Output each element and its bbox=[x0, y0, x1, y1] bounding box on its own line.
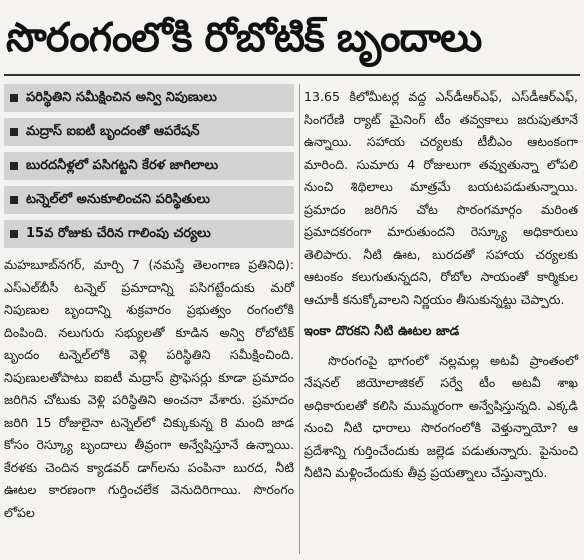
bullet-square-icon bbox=[10, 230, 18, 238]
highlight-text: మద్రాస్ ఐఐటీ బృందంతో ఆపరేషన్ bbox=[26, 123, 200, 139]
highlight-text: 15వ రోజుకు చేరిన గాలింపు చర్యలు bbox=[26, 225, 211, 241]
headline-rule bbox=[4, 74, 580, 76]
highlight-item bbox=[4, 220, 294, 248]
left-body-paragraph: మహబూబ్‌నగర్, మార్చి 7 (నమస్తే తెలంగాణ ప్రతినిధి): ఎస్‌ఎల్‌బీసీ టన్నెల్ ప్రమాదాన్ని పసిగట్టేందుకు మరో నిపుణుల బృందాన్ని శుక్రవారం ప్రభుత్వం రంగంలోకి దింపింది. నలుగురు సభ్యులతో కూడిన అన్వి రోబోటిక్ బృందం టన్నెల్‌లోకి వెళ్లి పరిస్థితిని సమీక్షించింది. నిపుణులతోపాటు ఐఐటీ మద్రాస్ ప్రొఫెసర్లు కూడా ప్రమాదం జరిగిన చోటుకు వెళ్లి పరిస్థితిని అంచనా వేశారు. ప్రమాదం జరిగి 15 రోజులైనా టన్నెల్‌లో చిక్కుకున్న 8 మంది జాడ కోసం రెస్క్యూ బృందాలు తీవ్రంగా అన్వేషిస్తూనే ఉన్నాయి. కేరళకు చెందిన క్యాడవర్ డాగ్‌లను పంపినా బురద, నీటి ఊటల కారణంగా గుర్తించలేక వెనుదిరిగాయి. సొరంగం లోపల bbox=[4, 257, 294, 520]
right-column bbox=[304, 82, 578, 485]
highlights-list bbox=[4, 84, 294, 248]
highlight-item bbox=[4, 152, 294, 180]
bullet-square-icon bbox=[10, 94, 18, 102]
right-article-body bbox=[304, 86, 578, 311]
bullet-square-icon bbox=[10, 196, 18, 204]
left-column bbox=[4, 84, 294, 524]
highlight-text: బురదనీళ్లలో పసిగట్టని కేరళ జాగిలాలు bbox=[26, 157, 219, 173]
right-body-paragraph: 13.65 కిలోమీటర్ల వద్ద ఎన్‌డీఆర్‌ఎఫ్, ఎస్‌డీఆర్‌ఎఫ్, సింగరేణి ర్యాట్ మైనింగ్ టీం తవ్వకాలు జరుపుతూనే ఉన్నాయి. సహాయ చర్యలకు టీబీఎం ఆటంకంగా మారింది. సుమారు 4 రోజులుగా తవ్వుతున్నా లోపలి నుంచి శిథిలాలు మాత్రమే బయటపడుతున్నాయి. ప్రమాదం జరిగిన చోట సొరంగమార్గం మరింత ప్రమాదకరంగా మారుతుందని రెస్క్యూ అధికారులు తెలిపారు. నీటి ఊట, బురదతో సహాయ చర్యలకు ఆటంకం కలుగుతున్నదని, రోబోల సాయంతో కార్మికుల ఆచూకీ కనుక్కోవాలని నిర్ణయం తీసుకున్నట్టు చెప్పారు. bbox=[304, 89, 578, 307]
right-body-paragraph-2: సొరంగంపై భాగంలో నల్లమల్ల అటవీ ప్రాంతంలో నేషనల్ జియోలాజికల్ సర్వే టీం అటవీ శాఖ అధికారులతో కలిసి ముమ్మరంగా అన్వేషిస్తున్నది. ఎక్కడి నుంచి నీటి ధారాలు సొరంగంలోకి వెళ్తున్నాయో? ఆ ప్రదేశాన్ని గుర్తించేందుకు జల్లెడ పడుతున్నారు. పైనుంచి నీటిని మళ్లించేందుకు తీవ్ర ప్రయత్నాలు చేస్తున్నారు. bbox=[304, 352, 578, 480]
left-article-body bbox=[4, 254, 294, 524]
right-article-body-2 bbox=[304, 350, 578, 485]
highlight-item bbox=[4, 84, 294, 112]
highlight-item bbox=[4, 186, 294, 214]
highlight-text: టన్నెల్‌లో అనుకూలించని పరిస్థితులు bbox=[26, 191, 210, 207]
column-divider bbox=[299, 84, 300, 554]
highlight-text: పరిస్థితిని సమీక్షించిన అన్వి నిపుణులు bbox=[26, 89, 217, 105]
subheading: ఇంకా దొరకని నీటి ఊటల జాడ bbox=[304, 324, 460, 339]
headline: సొరంగంలోకి రోబోటిక్ బృందాలు bbox=[6, 15, 482, 61]
highlight-item bbox=[4, 118, 294, 146]
bullet-square-icon bbox=[10, 162, 18, 170]
bullet-square-icon bbox=[10, 128, 18, 136]
